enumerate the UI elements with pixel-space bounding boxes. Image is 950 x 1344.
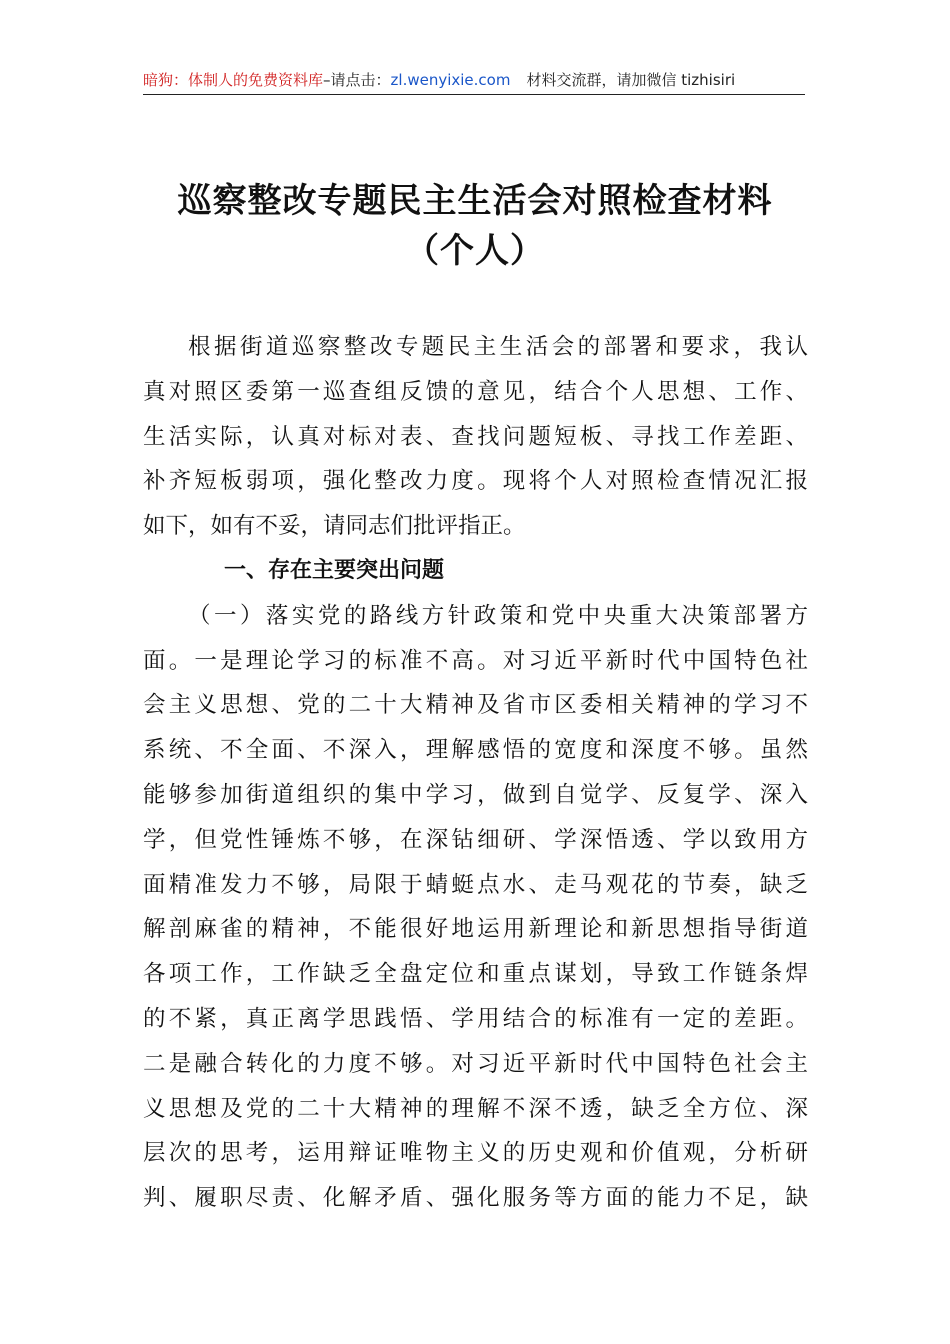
- document-subtitle: （个人）: [405, 231, 545, 271]
- body-line: 系统、不全面、不深入，理解感悟的宽度和深度不够。虽然: [143, 737, 808, 764]
- header-wechat: 材料交流群，请加微信 tizhisiri: [526, 71, 736, 89]
- body-line: 义思想及党的二十大精神的理解不深不透，缺乏全方位、深: [143, 1095, 808, 1122]
- intro-line: 生活实际，认真对标对表、查找问题短板、寻找工作差距、: [143, 423, 808, 450]
- page-header: [143, 66, 805, 95]
- intro-line: 补齐短板弱项，强化整改力度。现将个人对照检查情况汇报: [143, 468, 808, 495]
- header-prompt: –请点击：: [323, 71, 391, 89]
- body-line: 学，但党性锤炼不够，在深钻细研、学深悟透、学以致用方: [143, 826, 808, 853]
- header-brand: 暗狗：体制人的免费资料库: [143, 71, 324, 89]
- section-heading: 一、存在主要突出问题: [224, 557, 445, 583]
- document-title: 巡察整改专题民主生活会对照检查材料: [177, 181, 773, 221]
- body-line: 各项工作，工作缺乏全盘定位和重点谋划，导致工作链条焊: [143, 961, 808, 988]
- intro-line: 根据街道巡察整改专题民主生活会的部署和要求，我认: [188, 334, 808, 360]
- body-line: 判、履职尽责、化解矛盾、强化服务等方面的能力不足，缺: [143, 1185, 808, 1212]
- body-line: 会主义思想、党的二十大精神及省市区委相关精神的学习不: [143, 692, 808, 719]
- intro-line: 如下，如有不妥，请同志们批评指正。: [143, 513, 526, 540]
- intro-line: 真对照区委第一巡查组反馈的意见，结合个人思想、工作、: [143, 378, 808, 405]
- body-line: 的不紧，真正离学思践悟、学用结合的标准有一定的差距。: [143, 1005, 808, 1032]
- body-line: 面精准发力不够，局限于蜻蜓点水、走马观花的节奏，缺乏: [143, 871, 808, 898]
- header-link[interactable]: zl.wenyixie.com: [390, 71, 511, 89]
- document-body: [143, 325, 808, 1221]
- body-line: （一）落实党的路线方针政策和党中央重大决策部署方: [188, 602, 808, 629]
- body-line: 二是融合转化的力度不够。对习近平新时代中国特色社会主: [143, 1050, 808, 1077]
- body-line: 能够参加街道组织的集中学习，做到自觉学、反复学、深入: [143, 781, 808, 808]
- body-line: 面。一是理论学习的标准不高。对习近平新时代中国特色社: [143, 647, 808, 674]
- body-line: 层次的思考，运用辩证唯物主义的历史观和价值观，分析研: [143, 1140, 808, 1167]
- body-line: 解剖麻雀的精神，不能很好地运用新理论和新思想指导街道: [143, 916, 808, 943]
